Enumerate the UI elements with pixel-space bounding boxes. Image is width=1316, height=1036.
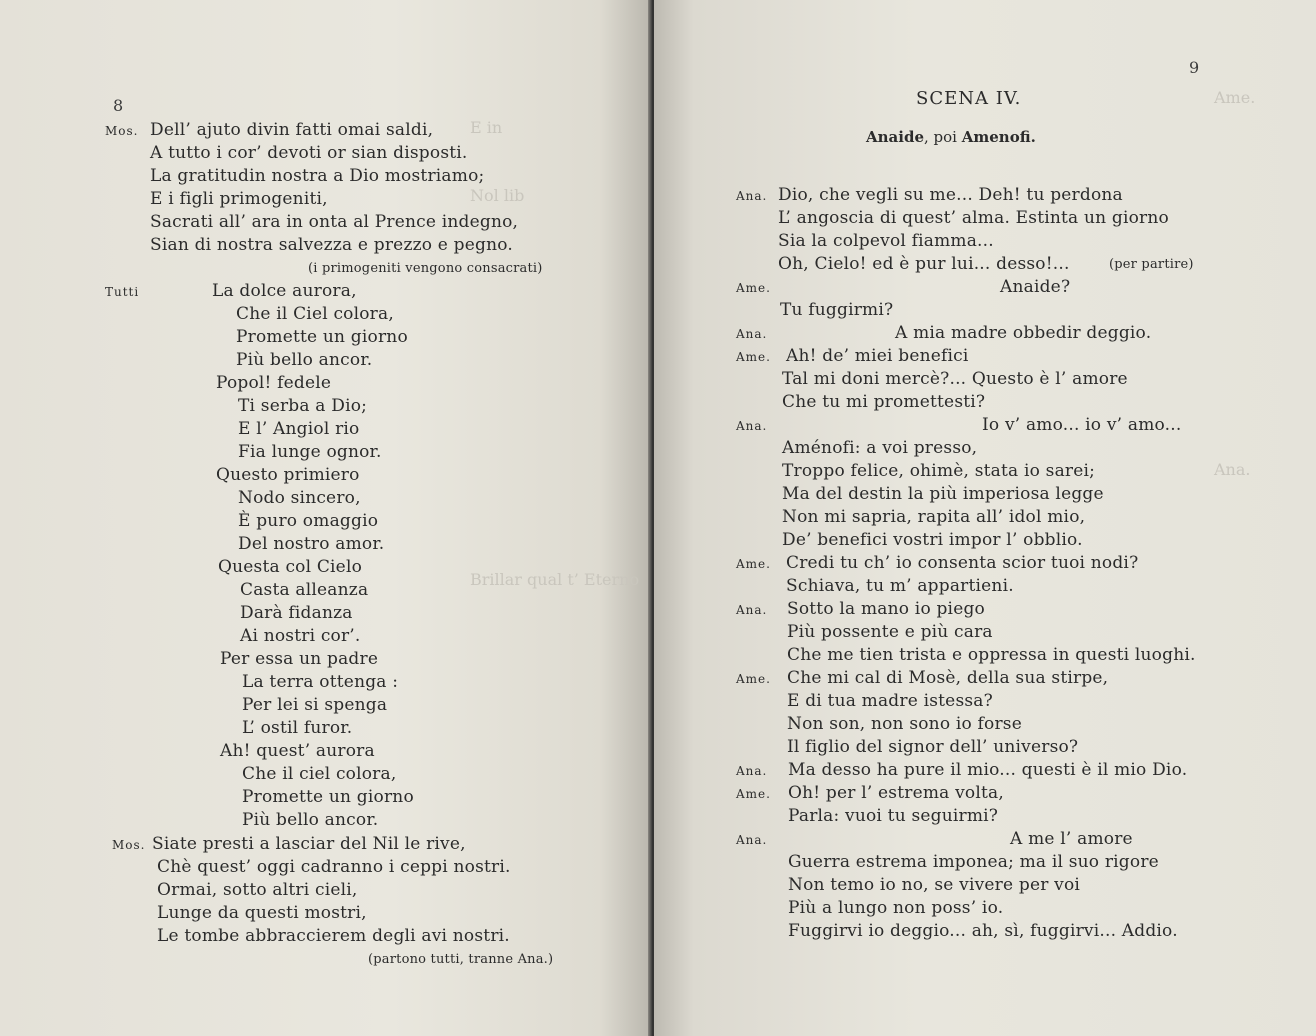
verse-line: Del nostro amor.	[238, 534, 385, 554]
verse-line: Che il Ciel colora,	[236, 304, 394, 324]
verse-line: Lunge da questi mostri,	[157, 903, 367, 923]
subtitle-connector: , poi	[924, 128, 962, 146]
verse-line: Oh, Cielo! ed è pur lui... desso!...	[778, 254, 1070, 274]
right-page	[654, 0, 1316, 1036]
verse-line: Per essa un padre	[220, 649, 379, 669]
verse-line: Nodo sincero,	[238, 488, 361, 508]
page-number: 8	[113, 96, 124, 115]
verse-line: Troppo felice, ohimè, stata io sarei;	[782, 461, 1096, 481]
stage-direction: (i primogeniti vengono consacrati)	[308, 261, 543, 276]
bleed-through: Ame.	[1214, 88, 1256, 107]
bleed-through: Brillar qual t’ Eterno	[470, 570, 640, 589]
verse-line: Le tombe abbraccierem degli avi nostri.	[157, 926, 510, 946]
verse-line: Popol! fedele	[216, 373, 332, 393]
speaker-label: Mos.	[105, 124, 139, 138]
verse-line: Darà fidanza	[240, 603, 353, 623]
verse-line: A tutto i cor’ devoti or sian disposti.	[150, 143, 468, 163]
verse-line: Tu fuggirmi?	[780, 300, 894, 320]
speaker-label: Mos.	[112, 838, 146, 852]
speaker-label: Ana.	[736, 327, 768, 341]
verse-line: Ma desso ha pure il mio... questi è il mio Dio.	[788, 760, 1188, 780]
verse-line: E i figli primogeniti,	[150, 189, 328, 209]
verse-line: Questo primiero	[216, 465, 360, 485]
verse-line: Io v’ amo... io v’ amo...	[982, 415, 1182, 435]
verse-line: Non son, non sono io forse	[787, 714, 1022, 734]
scene-title: SCENA IV.	[916, 88, 1022, 109]
verse-line: Per lei si spenga	[242, 695, 388, 715]
character-anaide: Anaide	[866, 128, 924, 146]
verse-line: Sian di nostra salvezza e prezzo e pegno.	[150, 235, 513, 255]
stage-direction: (partono tutti, tranne Ana.)	[368, 952, 554, 967]
verse-line: Siate presti a lasciar del Nil le rive,	[152, 834, 466, 854]
speaker-label: Ame.	[736, 557, 771, 571]
page-number: 9	[1189, 58, 1200, 77]
verse-line: La gratitudin nostra a Dio mostriamo;	[150, 166, 485, 186]
verse-line: Ah! de’ miei benefici	[786, 346, 969, 366]
verse-line: Aménofi: a voi presso,	[782, 438, 978, 458]
verse-line: Sotto la mano io piego	[787, 599, 985, 619]
bleed-through: E in	[470, 118, 503, 137]
bleed-through: Nol lib	[470, 186, 525, 205]
verse-line: Casta alleanza	[240, 580, 369, 600]
verse-line: Il figlio del signor dell’ universo?	[787, 737, 1079, 757]
speaker-label: Ame.	[736, 787, 771, 801]
verse-line: Sacrati all’ ara in onta al Prence indegno,	[150, 212, 519, 232]
speaker-label: Ana.	[736, 603, 768, 617]
verse-line: La dolce aurora,	[212, 281, 357, 301]
verse-line: Guerra estrema imponea; ma il suo rigore	[788, 852, 1159, 872]
speaker-label: Ana.	[736, 189, 768, 203]
verse-line: Ai nostri cor’.	[240, 626, 361, 646]
left-page	[0, 0, 652, 1036]
verse-line: Ah! quest’ aurora	[220, 741, 375, 761]
verse-line: E di tua madre istessa?	[787, 691, 993, 711]
verse-line: L’ angoscia di quest’ alma. Estinta un giorno	[778, 208, 1169, 228]
stage-direction: (per partire)	[1109, 257, 1194, 272]
speaker-label: Ana.	[736, 764, 768, 778]
scene-subtitle	[866, 128, 1036, 146]
verse-line: Questa col Cielo	[218, 557, 363, 577]
character-amenofi: Amenofi.	[961, 128, 1036, 146]
verse-line: Più bello ancor.	[236, 350, 373, 370]
verse-line: Ma del destin la più imperiosa legge	[782, 484, 1104, 504]
verse-line: L’ ostil furor.	[242, 718, 353, 738]
verse-line: A mia madre obbedir deggio.	[895, 323, 1152, 343]
verse-line: Anaide?	[1000, 277, 1071, 297]
verse-line: Che il ciel colora,	[242, 764, 397, 784]
verse-line: Dell’ ajuto divin fatti omai saldi,	[150, 120, 434, 140]
verse-line: È puro omaggio	[238, 511, 379, 531]
verse-line: Non temo io no, se vivere per voi	[788, 875, 1081, 895]
verse-line: Fia lunge ognor.	[238, 442, 382, 462]
bleed-through: Ana.	[1214, 460, 1251, 479]
verse-line: Chè quest’ oggi cadranno i ceppi nostri.	[157, 857, 511, 877]
verse-line: De’ benefici vostri impor l’ obblio.	[782, 530, 1083, 550]
speaker-label: Ame.	[736, 281, 771, 295]
verse-line: Tal mi doni mercè?... Questo è l’ amore	[782, 369, 1128, 389]
verse-line: Dio, che vegli su me... Deh! tu perdona	[778, 185, 1123, 205]
verse-line: Promette un giorno	[242, 787, 414, 807]
verse-line: E l’ Angiol rio	[238, 419, 360, 439]
verse-line: Fuggirvi io deggio... ah, sì, fuggirvi... Addio.	[788, 921, 1178, 941]
verse-line: Credi tu ch’ io consenta scior tuoi nodi?	[786, 553, 1139, 573]
speaker-label: Ame.	[736, 672, 771, 686]
verse-line: Non mi sapria, rapita all’ idol mio,	[782, 507, 1086, 527]
speaker-label: Ana.	[736, 833, 768, 847]
verse-line: La terra ottenga :	[242, 672, 399, 692]
verse-line: Ormai, sotto altri cieli,	[157, 880, 358, 900]
verse-line: Che mi cal di Mosè, della sua stirpe,	[787, 668, 1109, 688]
speaker-label: Ana.	[736, 419, 768, 433]
verse-line: Schiava, tu m’ appartieni.	[786, 576, 1014, 596]
verse-line: Che me tien trista e oppressa in questi luoghi.	[787, 645, 1196, 665]
verse-line: A me l’ amore	[1010, 829, 1133, 849]
verse-line: Più a lungo non poss’ io.	[788, 898, 1004, 918]
verse-line: Oh! per l’ estrema volta,	[788, 783, 1004, 803]
verse-line: Sia la colpevol fiamma...	[778, 231, 994, 251]
verse-line: Parla: vuoi tu seguirmi?	[788, 806, 999, 826]
speaker-label: Ame.	[736, 350, 771, 364]
verse-line: Che tu mi promettesti?	[782, 392, 986, 412]
speaker-label: Tutti	[105, 285, 140, 299]
verse-line: Promette un giorno	[236, 327, 408, 347]
verse-line: Più bello ancor.	[242, 810, 379, 830]
verse-line: Più possente e più cara	[787, 622, 993, 642]
verse-line: Ti serba a Dio;	[238, 396, 368, 416]
